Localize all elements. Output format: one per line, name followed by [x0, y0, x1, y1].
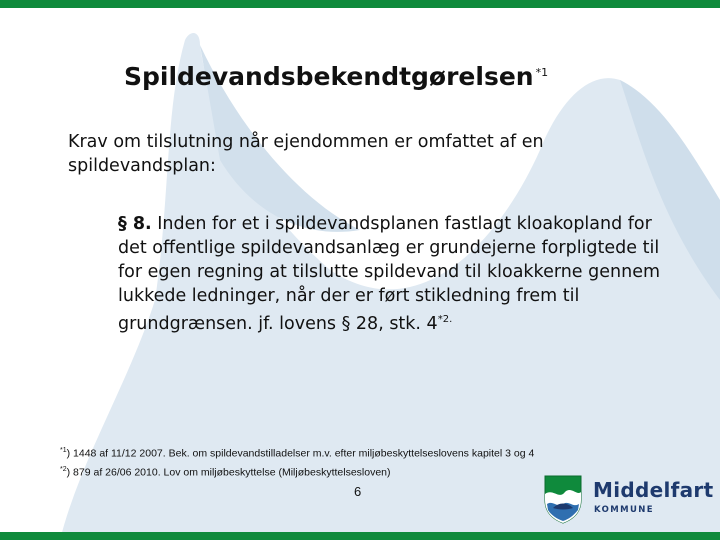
paragraph-body: Inden for et i spildevandsplanen fastlagt kloakopland for det offentlige spildevandsanlæg er grundejerne forpligtede til for egen regning at tilslutte spildevand til kloakkerne gennem lukkede ledninger, når der er ført stikledning frem til grundgrænsen. jf. lovens § 28, stk. 4 [118, 214, 661, 334]
footnote-1-text: ) 1448 af 11/12 2007. Bek. om spildevandstilladelser m.v. efter miljøbeskyttelseslovens kapitel 3 og 4 [66, 447, 535, 460]
page-number: 6 [354, 484, 362, 499]
logo-subtitle: KOMMUNE [594, 505, 654, 515]
paragraph-footnote-ref: *2. [437, 314, 453, 325]
footnote-1-marker: *1 [60, 447, 67, 454]
paragraph-heading: § 8. [118, 214, 152, 234]
logo-name: Middelfart [593, 478, 714, 502]
law-paragraph [118, 212, 678, 336]
footnote-2-marker: *2 [60, 465, 67, 473]
slide-title [124, 62, 548, 91]
footnote-1 [60, 443, 680, 462]
middelfart-logo [543, 474, 715, 524]
slide-title-text: Spildevandsbekendtgørelsen [124, 62, 534, 91]
footnote-2-text: ) 879 af 26/06 2010. Lov om miljøbeskyttelse (Miljøbeskyttelsesloven) [66, 466, 391, 478]
coat-of-arms-icon [543, 474, 583, 524]
intro-text: Krav om tilslutning når ejendommen er omfattet af en spildevandsplan: [68, 132, 544, 176]
title-footnote-ref: *1 [535, 65, 549, 79]
